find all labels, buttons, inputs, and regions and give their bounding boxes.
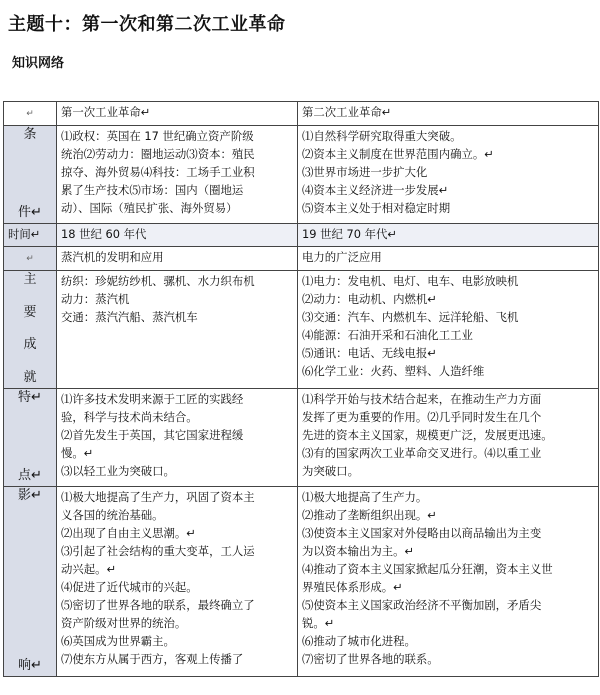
cell-line: 交通：蒸汽汽船、蒸汽机车 <box>61 310 198 324</box>
cell-line: 动）、国际（殖民扩张、海外贸易） <box>61 201 238 215</box>
cell-line: ⑷促进了近代城市的兴起。 <box>61 580 198 594</box>
cell-line: ⑴极大地提高了生产力，巩固了资本主 <box>61 490 255 504</box>
cell-line: ⑶有的国家两次工业革命交叉进行。⑷以重工业 <box>302 446 542 460</box>
table-row-time <box>4 224 599 247</box>
cell-line: ⑴极大地提高了生产力。 <box>302 490 428 504</box>
cell-line: 发挥了更为重要的作用。⑵几乎同时发生在几个 <box>302 410 542 424</box>
cell-second-characteristics <box>298 389 599 487</box>
cell-line: ⑺密切了世界各地的联系。 <box>302 652 439 666</box>
cell-line: 统治⑵劳动力：圈地运动⑶资本：殖民 <box>61 147 255 161</box>
cell-line: 界殖民体系形成。↵ <box>302 580 403 594</box>
cell-line: ⑶使资本主义国家对外侵略由以商品输出为主变 <box>302 526 542 540</box>
cell-line: ⑵推动了垄断组织出现。↵ <box>302 508 437 522</box>
cell-line: 先进的资本主义国家，规模更广泛，发展更迅速。 <box>302 428 553 442</box>
cell-line: ⑵出现了自由主义思潮。↵ <box>61 526 196 540</box>
row-label-char: 主 <box>23 272 37 287</box>
header-first-revolution: 第一次工业革命↵ <box>57 102 298 126</box>
row-label-char: 特↵ <box>18 390 42 405</box>
cell-line: ⑶以轻工业为突破口。 <box>61 464 175 478</box>
cell-line: ⑴政权：英国在 17 世纪确立资产阶级 <box>61 129 254 143</box>
cell-line: ⑸通讯：电话、无线电报↵ <box>302 346 437 360</box>
cell-line: ⑷推动了资本主义国家掀起瓜分狂潮，资本主义世 <box>302 562 553 576</box>
row-label-achievements <box>4 271 57 389</box>
row-label-char: 条 <box>23 127 37 142</box>
row-label-char: 响↵ <box>18 658 42 673</box>
table-header-row <box>4 102 599 126</box>
table-row-conditions <box>4 126 599 224</box>
cell-line: 动力：蒸汽机 <box>61 292 130 306</box>
cell-line: 为以资本输出为主。↵ <box>302 544 415 558</box>
cell-line: ⑺使东方从属于西方，客观上传播了 <box>61 652 244 666</box>
cell-line: ⑹化学工业：火药、塑料、人造纤维 <box>302 364 485 378</box>
row-label-char: 要 <box>23 304 37 320</box>
cell-line: ⑷能源：石油开采和石油化工工业 <box>302 328 473 342</box>
cell-line: ⑶引起了社会结构的重大变革，工人运 <box>61 544 255 558</box>
cell-first-impact <box>57 487 298 677</box>
cell-line: ⑴电力：发电机、电灯、电车、电影放映机 <box>302 274 519 288</box>
cell-first-conditions <box>57 126 298 224</box>
header-second-revolution: 第二次工业革命↵ <box>298 102 599 126</box>
page-title: 主题十：第一次和第二次工业革命 <box>8 14 286 35</box>
row-label-symbol <box>4 247 57 271</box>
cell-second-time: 19 世纪 70 年代↵ <box>298 224 599 247</box>
cell-second-impact <box>298 487 599 677</box>
cell-line: ⑸密切了世界各地的联系，最终确立了 <box>61 598 255 612</box>
cell-line: 累了生产技术⑸市场：国内（圈地运 <box>61 183 244 197</box>
cell-line: ⑴许多技术发明来源于工匠的实践经 <box>61 392 244 406</box>
row-label-char: 件↵ <box>18 205 42 220</box>
cell-first-time: 18 世纪 60 年代 <box>57 224 298 247</box>
cell-line: ⑵资本主义制度在世界范围内确立。↵ <box>302 147 494 161</box>
cell-line: ⑶世界市场进一步扩大化 <box>302 165 428 179</box>
cell-line: 义各国的统治基础。 <box>61 508 164 522</box>
table-row-achievements <box>4 271 599 389</box>
cell-first-symbol: 蒸汽机的发明和应用 <box>57 247 298 271</box>
cell-line: ⑴科学开始与技术结合起来，在推动生产力方面 <box>302 392 542 406</box>
table-row-impact <box>4 487 599 677</box>
cell-line: 锐。↵ <box>302 616 335 630</box>
row-label-char: 影↵ <box>18 488 42 503</box>
cell-line: 资产阶级对世界的统治。 <box>61 616 187 630</box>
cell-line: ⑴自然科学研究取得重大突破。 <box>302 129 462 143</box>
row-label-conditions <box>4 126 57 224</box>
cell-first-characteristics <box>57 389 298 487</box>
cell-line: ⑶交通：汽车、内燃机车、远洋轮船、飞机 <box>302 310 519 324</box>
cell-line: 纺织：珍妮纺纱机、骡机、水力织布机 <box>61 274 255 288</box>
cell-line: ⑹推动了城市化进程。 <box>302 634 416 648</box>
row-label-characteristics <box>4 389 57 487</box>
paragraph-mark: ↵ <box>26 254 34 264</box>
table-row-characteristics <box>4 389 599 487</box>
cell-line: ⑹英国成为世界霸主。 <box>61 634 175 648</box>
cell-line: ⑸资本主义处于相对稳定时期 <box>302 201 451 215</box>
row-label-char: 点↵ <box>18 468 42 483</box>
header-corner-cell <box>4 102 57 126</box>
comparison-table <box>3 101 599 677</box>
cell-second-conditions <box>298 126 599 224</box>
cell-line: ⑸使资本主义国家政治经济不平衡加剧，矛盾尖 <box>302 598 542 612</box>
row-label-char: 成 <box>23 337 37 353</box>
cell-line: 掠夺、海外贸易⑷科技：工场手工业积 <box>61 165 255 179</box>
cell-second-symbol: 电力的广泛应用 <box>298 247 599 271</box>
section-subtitle: 知识网络 <box>12 56 65 71</box>
table-row-symbol <box>4 247 599 271</box>
cell-line: 为突破口。 <box>302 464 359 478</box>
paragraph-mark: ↵ <box>26 109 34 119</box>
cell-second-achievements <box>298 271 599 389</box>
row-label-char: 就 <box>23 369 37 385</box>
row-label-impact <box>4 487 57 677</box>
row-label-time: 时间↵ <box>4 224 57 247</box>
cell-line: 慢。↵ <box>61 446 94 460</box>
cell-line: ⑵首先发生于英国，其它国家进程缓 <box>61 428 244 442</box>
cell-line: ⑵动力：电动机、内燃机↵ <box>302 292 437 306</box>
cell-first-achievements <box>57 271 298 389</box>
cell-line: ⑷资本主义经济进一步发展↵ <box>302 183 449 197</box>
cell-line: 动兴起。↵ <box>61 562 117 576</box>
cell-line: 验，科学与技术尚未结合。 <box>61 410 198 424</box>
